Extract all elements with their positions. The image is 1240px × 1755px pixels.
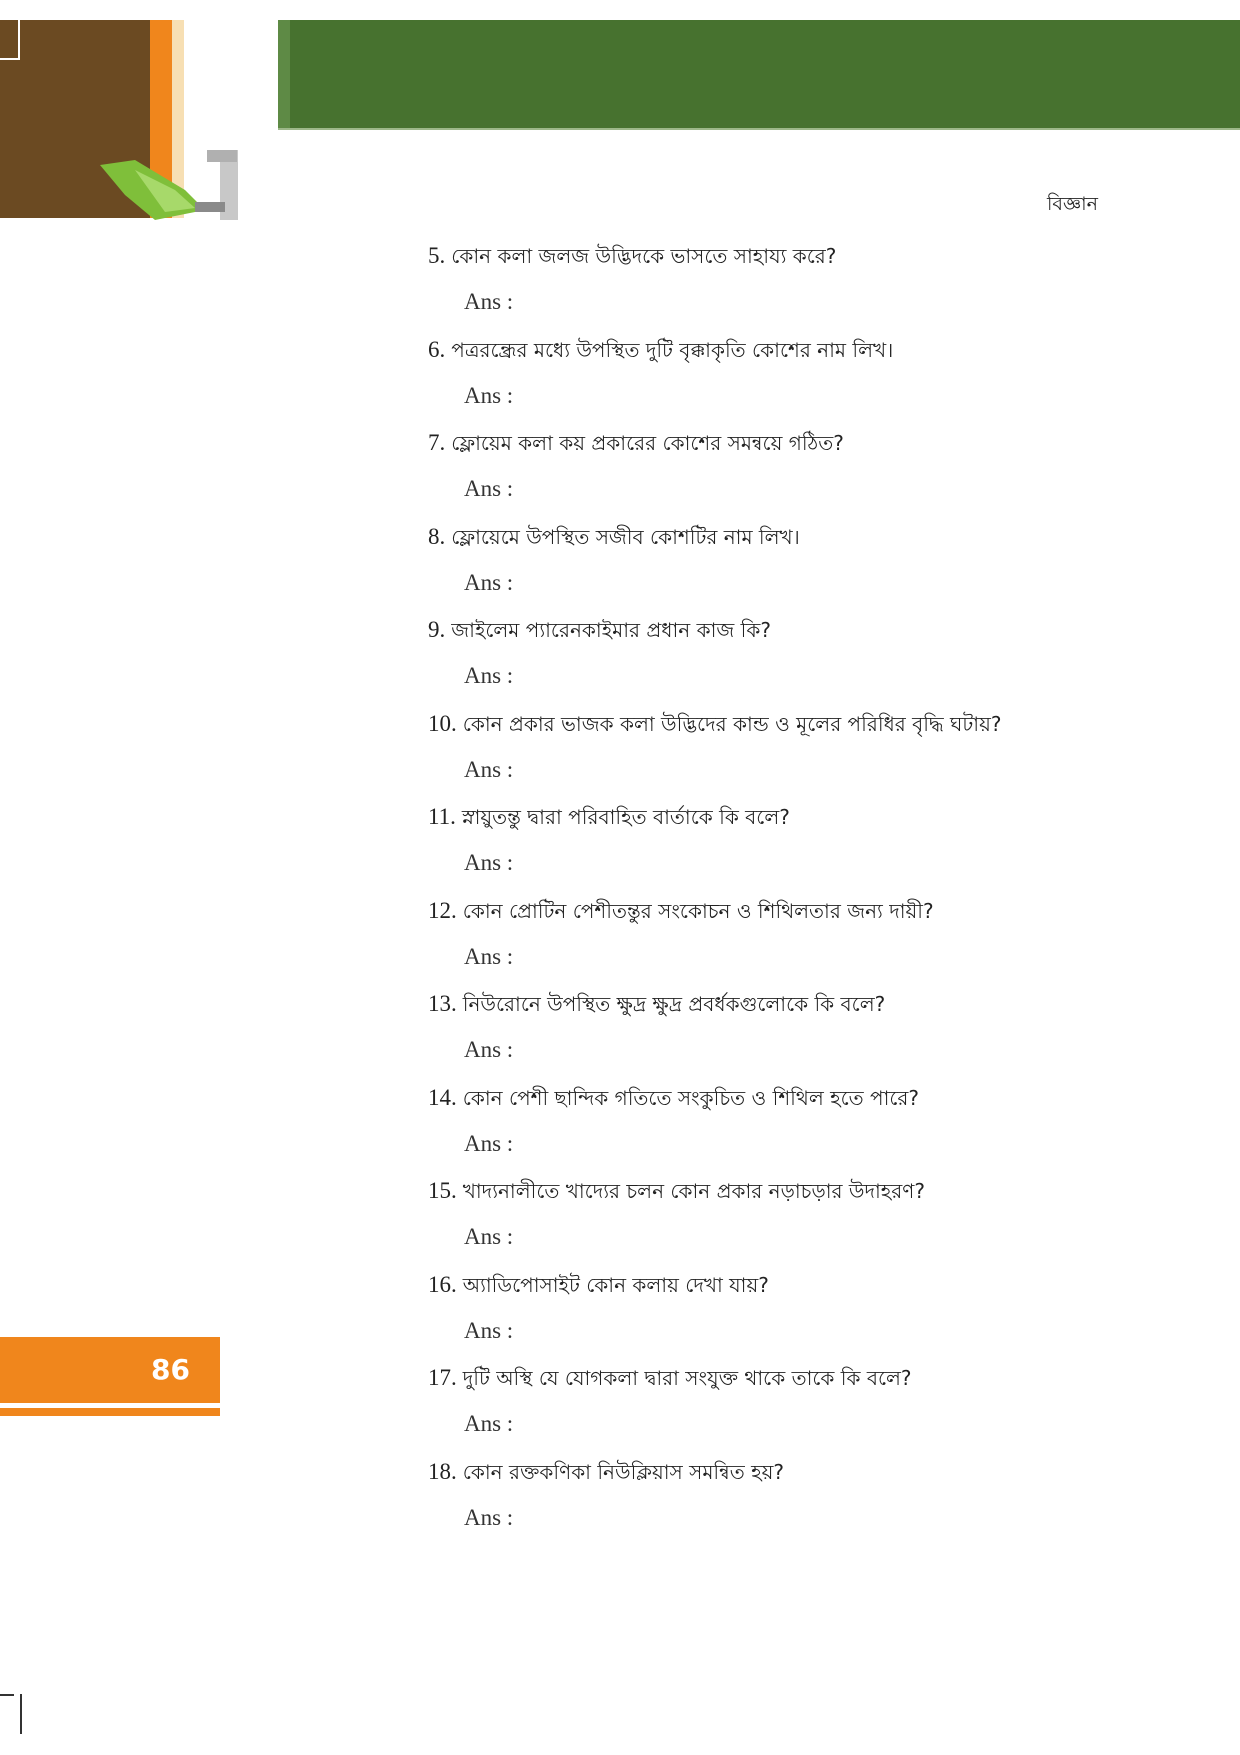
question-item bbox=[428, 1269, 1188, 1363]
question-line bbox=[428, 334, 893, 367]
question-text: নিউরোনে উপস্থিত ক্ষুদ্র ক্ষুদ্র প্রবর্ধকগুলোকে কি বলে? bbox=[462, 992, 886, 1016]
answer-label: Ans : bbox=[464, 756, 514, 782]
question-item bbox=[428, 988, 1188, 1082]
question-line bbox=[428, 427, 844, 460]
crop-mark bbox=[0, 58, 20, 60]
answer-label: Ans : bbox=[464, 289, 514, 314]
subject-label: বিজ্ঞান bbox=[1046, 193, 1098, 215]
question-number: 7. bbox=[428, 430, 446, 455]
question-line bbox=[428, 240, 836, 273]
question-text: খাদ্যনালীতে খাদ্যের চলন কোন প্রকার নড়াচড়ার উদাহরণ? bbox=[462, 1179, 926, 1203]
question-text: কোন রক্তকণিকা নিউক্লিয়াস সমন্বিত হয়? bbox=[462, 1459, 785, 1484]
question-number: 11. bbox=[428, 804, 456, 829]
question-item bbox=[428, 614, 1188, 708]
question-text: কোন প্রকার ভাজক কলা উদ্ভিদের কান্ড ও মূলের পরিধির বৃদ্ধি ঘটায়? bbox=[462, 711, 1002, 736]
question-text: কোন কলা জলজ উদ্ভিদকে ভাসতে সাহায্য করে? bbox=[451, 244, 837, 268]
header-green-band bbox=[278, 20, 1240, 128]
question-line bbox=[428, 1456, 784, 1489]
answer-label: Ans : bbox=[464, 943, 514, 969]
question-line bbox=[428, 988, 885, 1021]
question-number: 16. bbox=[428, 1271, 457, 1297]
question-item bbox=[428, 427, 1188, 521]
question-line bbox=[428, 1175, 925, 1208]
answer-label: Ans : bbox=[464, 1224, 514, 1249]
question-item bbox=[428, 334, 1188, 428]
answer-label: Ans : bbox=[464, 850, 514, 875]
question-line bbox=[428, 1082, 919, 1115]
answer-label: Ans : bbox=[464, 663, 514, 688]
answer-label: Ans : bbox=[464, 1130, 514, 1156]
question-number: 15. bbox=[428, 1178, 457, 1203]
question-line bbox=[428, 801, 790, 834]
answer-label: Ans : bbox=[464, 476, 514, 501]
question-item bbox=[428, 1362, 1188, 1456]
question-line bbox=[428, 895, 934, 928]
header-band-underline bbox=[278, 128, 1240, 130]
question-number: 5. bbox=[428, 243, 446, 268]
question-item bbox=[428, 1456, 1188, 1550]
question-number: 18. bbox=[428, 1458, 457, 1484]
question-item bbox=[428, 240, 1188, 334]
question-line bbox=[428, 614, 771, 647]
question-item bbox=[428, 801, 1188, 895]
answer-label: Ans : bbox=[464, 1037, 514, 1062]
question-text: স্নায়ুতন্তু দ্বারা পরিবাহিত বার্তাকে কি বলে? bbox=[461, 805, 790, 829]
question-text: পত্ররন্ধ্রের মধ্যে উপস্থিত দুটি বৃক্কাকৃতি কোশের নাম লিখ। bbox=[451, 337, 894, 362]
question-number: 13. bbox=[428, 991, 457, 1016]
question-number: 9. bbox=[428, 617, 446, 642]
question-item bbox=[428, 895, 1188, 989]
answer-label: Ans : bbox=[464, 1411, 514, 1436]
question-text: অ্যাডিপোসাইট কোন কলায় দেখা যায়? bbox=[462, 1272, 769, 1297]
question-text: ফ্লোয়েমে উপস্থিত সজীব কোশটির নাম লিখ। bbox=[451, 524, 800, 549]
crop-mark bbox=[20, 1694, 22, 1734]
crop-mark bbox=[0, 1694, 14, 1696]
crop-mark bbox=[18, 20, 20, 60]
question-number: 6. bbox=[428, 336, 446, 362]
question-number: 17. bbox=[428, 1365, 457, 1390]
question-list bbox=[428, 240, 1188, 1549]
header-band-edge bbox=[278, 20, 290, 128]
question-text: ফ্লোয়েম কলা কয় প্রকারের কোশের সমন্বয়ে গঠিত? bbox=[451, 431, 844, 455]
question-line bbox=[428, 521, 800, 554]
question-item bbox=[428, 1175, 1188, 1269]
question-number: 12. bbox=[428, 897, 457, 923]
question-text: জাইলেম প্যারেনকাইমার প্রধান কাজ কি? bbox=[451, 618, 771, 642]
question-number: 10. bbox=[428, 710, 457, 736]
question-item bbox=[428, 708, 1188, 802]
answer-label: Ans : bbox=[464, 382, 514, 408]
question-number: 14. bbox=[428, 1084, 457, 1110]
page-number: 86 bbox=[151, 1353, 190, 1386]
question-item bbox=[428, 1082, 1188, 1176]
question-line bbox=[428, 1362, 912, 1395]
page-number-tab-stripe bbox=[0, 1408, 220, 1416]
question-line bbox=[428, 708, 1001, 741]
question-line bbox=[428, 1269, 769, 1302]
answer-label: Ans : bbox=[464, 569, 514, 595]
question-text: কোন পেশী ছান্দিক গতিতে সংকুচিত ও শিথিল হতে পারে? bbox=[462, 1085, 920, 1110]
question-text: দুটি অস্থি যে যোগকলা দ্বারা সংযুক্ত থাকে তাকে কি বলে? bbox=[462, 1366, 912, 1390]
question-text: কোন প্রোটিন পেশীতন্তুর সংকোচন ও শিথিলতার জন্য দায়ী? bbox=[462, 898, 934, 923]
answer-label: Ans : bbox=[464, 1317, 514, 1343]
leaf-icon bbox=[95, 150, 245, 230]
question-number: 8. bbox=[428, 523, 446, 549]
question-item bbox=[428, 521, 1188, 615]
answer-label: Ans : bbox=[464, 1504, 514, 1530]
